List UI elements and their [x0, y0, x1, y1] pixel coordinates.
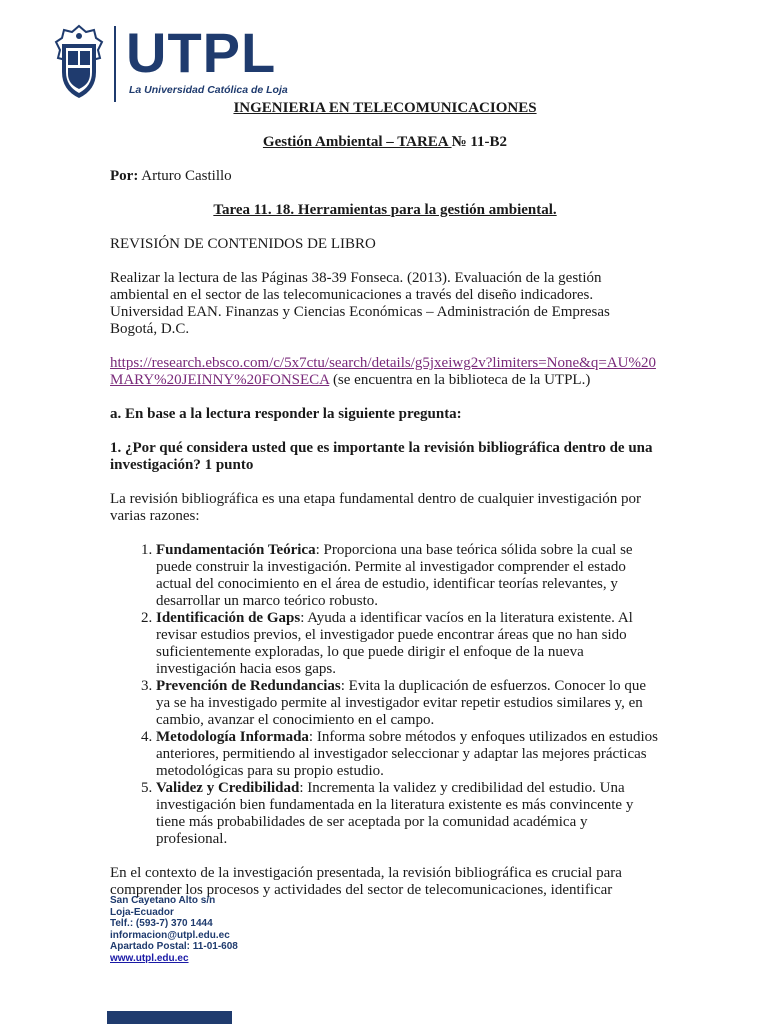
- list-item-text: : Incrementa la validez y credibilidad del estudio. Una investigación bien fundamentada en la literatura existente es más convincente y tiene más probabilidades de ser aceptada por la comunidad académica y profesional.: [156, 780, 634, 847]
- footer-website-link[interactable]: www.utpl.edu.ec: [110, 952, 189, 964]
- footer-contact: [110, 895, 238, 964]
- list-item-text: : Proporciona una base teórica sólida sobre la cual se puede construir la investigación. Permite al investigador comprender el estado actual del conocimiento en el área de estudio, identificar teorías relevantes, y desarrollar un marco teórico robusto.: [156, 542, 633, 609]
- course-title: [110, 134, 660, 151]
- footer-email: informacion@utpl.edu.ec: [110, 929, 230, 941]
- list-item-term: Fundamentación Teórica: [156, 542, 316, 558]
- reference-line: [110, 355, 660, 389]
- list-item: [156, 610, 660, 678]
- university-seal-icon: [54, 24, 104, 100]
- footer-bar: [107, 1011, 232, 1024]
- footer-po-box: Apartado Postal: 11-01-608: [110, 941, 238, 952]
- list-item-term: Prevención de Redundancias: [156, 678, 341, 694]
- ebsco-link[interactable]: https://research.ebsco.com/c/5x7ctu/search/details/g5jxeiwg2v?limiters=None&q=AU%20MARY%20JEINNY%20FONSECA: [110, 355, 656, 388]
- program-title: INGENIERIA EN TELECOMUNICACIONES: [233, 100, 537, 116]
- list-item-text: : Informa sobre métodos y enfoques utilizados en estudios anteriores, permitiendo al investigador seleccionar y adaptar las mejores prácticas metodológicas para su propio estudio.: [156, 729, 659, 779]
- author-name: Arturo Castillo: [138, 168, 232, 184]
- task-title: Tarea 11. 18. Herramientas para la gestión ambiental.: [213, 202, 557, 218]
- list-item-term: Identificación de Gaps: [156, 610, 301, 626]
- question-1: 1. ¿Por qué considera usted que es importante la revisión bibliográfica dentro de una investigación? 1 punto: [110, 440, 653, 473]
- list-item-term: Validez y Credibilidad: [156, 780, 300, 796]
- logo-text: UTPL: [126, 21, 277, 84]
- author-line: [110, 168, 660, 185]
- document-body: [110, 100, 660, 899]
- logo-subtitle: La Universidad Católica de Loja: [129, 84, 288, 96]
- list-item: [156, 542, 660, 610]
- list-item: [156, 729, 660, 780]
- list-item-text: : Evita la duplicación de esfuerzos. Conocer lo que ya se ha investigado permite al investigador evitar repetir estudios similares y, en cambio, avanzar el conocimiento en el campo.: [156, 678, 647, 728]
- list-item: [156, 780, 660, 848]
- list-item: [156, 678, 660, 729]
- list-item-text: : Ayuda a identificar vacíos en la literatura existente. Al revisar estudios previos, el investigador puede encontrar áreas que no han sido suficientemente exploradas, lo que puede dirigir el enfoque de la nueva investigación hacia esos gaps.: [156, 610, 633, 677]
- logo-divider: [114, 26, 116, 102]
- course-prefix: Gestión Ambiental – TAREA: [262, 134, 452, 150]
- intro-paragraph: La revisión bibliográfica es una etapa fundamental dentro de cualquier investigación por varias razones:: [110, 491, 642, 524]
- link-note: (se encuentra en la biblioteca de la UTPL.): [329, 372, 591, 388]
- section-heading: REVISIÓN DE CONTENIDOS DE LIBRO: [110, 236, 376, 252]
- reading-instructions: Realizar la lectura de las Páginas 38-39 Fonseca. (2013). Evaluación de la gestión ambiental en el sector de las telecomunicaciones a través del diseño indicadores. Universidad EAN. Finanzas y Ciencias Económicas – Administración de Empresas Bogotá, D.C.: [110, 270, 610, 337]
- list-item-term: Metodología Informada: [156, 729, 309, 745]
- footer-phone: Telf.: (593-7) 370 1444: [110, 918, 213, 929]
- instruction-a: a. En base a la lectura responder la siguiente pregunta:: [110, 406, 462, 422]
- closing-paragraph: En el contexto de la investigación presentada, la revisión bibliográfica es crucial para comprender los procesos y actividades del sector de telecomunicaciones, identificar: [110, 865, 622, 898]
- reasons-list: [110, 542, 660, 848]
- footer-address: San Cayetano Alto s/n: [110, 895, 216, 906]
- author-label: Por:: [110, 168, 139, 184]
- footer-city: Loja-Ecuador: [110, 906, 174, 918]
- course-number: № 11-B2: [451, 134, 508, 150]
